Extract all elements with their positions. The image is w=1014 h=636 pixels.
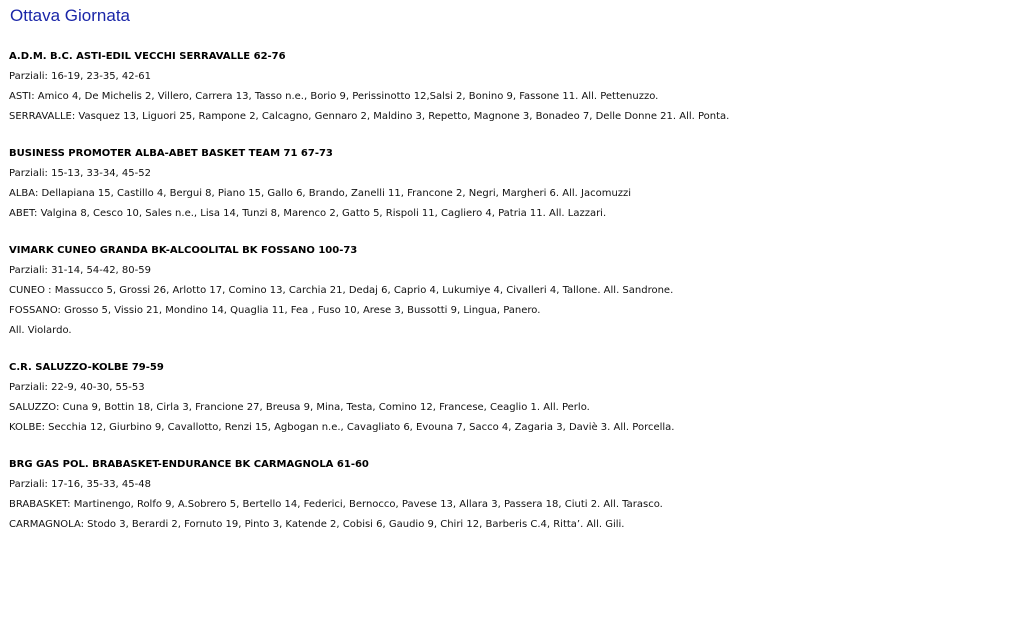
- game-block: [9, 455, 999, 535]
- team-roster: SERRAVALLE: Vasquez 13, Liguori 25, Rampone 2, Calcagno, Gennaro 2, Maldino 3, Repetto, Magnone 3, Bonadeo 7, Delle Donne 21. All. Ponta.: [9, 111, 730, 122]
- team-roster: FOSSANO: Grosso 5, Vissio 21, Mondino 14, Quaglia 11, Fea , Fuso 10, Arese 3, Bussotti 9, Lingua, Panero.: [9, 305, 541, 316]
- team-roster: KOLBE: Secchia 12, Giurbino 9, Cavallotto, Renzi 15, Agbogan n.e., Cavagliato 6, Evouna 7, Sacco 4, Zagaria 3, Daviè 3. All. Porcella.: [9, 422, 675, 433]
- game-heading: BRG GAS POL. BRABASKET-ENDURANCE BK CARMAGNOLA 61-60: [9, 459, 369, 470]
- team-roster: ASTI: Amico 4, De Michelis 2, Villero, Carrera 13, Tasso n.e., Borio 9, Perissinotto 12,Salsi 2, Bonino 9, Fassone 11. All. Pettenuzzo.: [9, 91, 659, 102]
- game-partials: Parziali: 15-13, 33-34, 45-52: [9, 168, 151, 179]
- page-title: Ottava Giornata: [10, 6, 131, 25]
- team-roster: ABET: Valgina 8, Cesco 10, Sales n.e., Lisa 14, Tunzi 8, Marenco 2, Gatto 5, Rispoli 11, Cagliero 4, Patria 11. All. Lazzari.: [9, 208, 607, 219]
- game-heading: VIMARK CUNEO GRANDA BK-ALCOOLITAL BK FOSSANO 100-73: [9, 245, 358, 256]
- coach-line: All. Violardo.: [9, 325, 72, 336]
- game-heading: C.R. SALUZZO-KOLBE 79-59: [9, 362, 164, 373]
- game-block: [9, 144, 999, 224]
- team-roster: CARMAGNOLA: Stodo 3, Berardi 2, Fornuto 19, Pinto 3, Katende 2, Cobisi 6, Gaudio 9, Chiri 12, Barberis C.4, Ritta’. All. Gili.: [9, 519, 625, 530]
- team-roster: BRABASKET: Martinengo, Rolfo 9, A.Sobrero 5, Bertello 14, Federici, Bernocco, Pavese 13, Allara 3, Passera 18, Ciuti 2. All. Tarasco.: [9, 499, 663, 510]
- game-heading: A.D.M. B.C. ASTI-EDIL VECCHI SERRAVALLE 62-76: [9, 51, 286, 62]
- game-partials: Parziali: 16-19, 23-35, 42-61: [9, 71, 151, 82]
- team-roster: ALBA: Dellapiana 15, Castillo 4, Bergui 8, Piano 15, Gallo 6, Brando, Zanelli 11, Francone 2, Negri, Margheri 6. All. Jacomuzzi: [9, 188, 632, 199]
- games-list: [9, 47, 999, 552]
- game-partials: Parziali: 31-14, 54-42, 80-59: [9, 265, 151, 276]
- game-block: [9, 358, 999, 438]
- team-roster: CUNEO : Massucco 5, Grossi 26, Arlotto 17, Comino 13, Carchia 21, Dedaj 6, Caprio 4, Lukumiye 4, Civalleri 4, Tallone. All. Sandrone.: [9, 285, 674, 296]
- game-heading: BUSINESS PROMOTER ALBA-ABET BASKET TEAM 71 67-73: [9, 148, 333, 159]
- game-block: [9, 241, 999, 341]
- game-partials: Parziali: 17-16, 35-33, 45-48: [9, 479, 151, 490]
- game-block: [9, 47, 999, 127]
- team-roster: SALUZZO: Cuna 9, Bottin 18, Cirla 3, Francione 27, Breusa 9, Mina, Testa, Comino 12, Francese, Ceaglio 1. All. Perlo.: [9, 402, 590, 413]
- game-partials: Parziali: 22-9, 40-30, 55-53: [9, 382, 145, 393]
